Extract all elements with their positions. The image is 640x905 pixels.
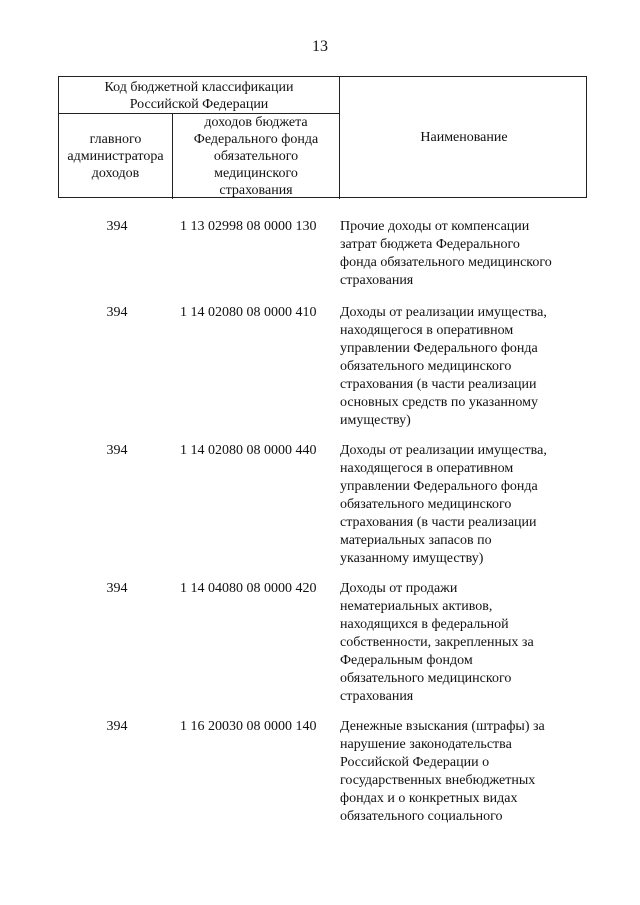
name-line: нематериальных активов, — [340, 599, 493, 614]
name-line: Доходы от реализации имущества, — [340, 305, 547, 320]
header-line: медицинского — [214, 166, 298, 181]
name-line: находящегося в оперативном — [340, 323, 514, 338]
header-line: Российской Федерации — [129, 97, 269, 112]
budget-code: 1 13 02998 08 0000 130 — [180, 219, 317, 234]
budget-code: 1 14 04080 08 0000 420 — [180, 581, 317, 596]
name-line: фондах и о конкретных видах — [340, 791, 518, 806]
name-line: страхования (в части реализации — [340, 515, 537, 530]
name-line: собственности, закрепленных за — [340, 635, 534, 650]
name-line: Доходы от реализации имущества, — [340, 443, 547, 458]
header-line: главного — [89, 132, 142, 147]
header-line: администратора — [67, 149, 164, 164]
name-line: имуществу) — [340, 413, 411, 428]
income-name — [340, 304, 590, 430]
header-line: доходов — [91, 166, 140, 181]
name-line: обязательного медицинского — [340, 359, 512, 374]
admin-code: 394 — [106, 719, 128, 734]
table-header — [58, 76, 587, 198]
name-line: фонда обязательного медицинского — [340, 255, 552, 270]
name-line: Федеральным фондом — [340, 653, 473, 668]
budget-code: 1 14 02080 08 0000 440 — [180, 443, 317, 458]
admin-code: 394 — [106, 219, 128, 234]
income-name — [340, 218, 590, 290]
name-line: Прочие доходы от компенсации — [340, 219, 530, 234]
budget-code: 1 14 02080 08 0000 410 — [180, 305, 317, 320]
name-line: затрат бюджета Федерального — [340, 237, 520, 252]
name-line: материальных запасов по — [340, 533, 492, 548]
name-line: обязательного медицинского — [340, 497, 512, 512]
header-line: Федерального фонда — [193, 132, 319, 147]
name-line: находящегося в оперативном — [340, 461, 514, 476]
name-line: страхования — [340, 689, 414, 704]
name-line: находящихся в федеральной — [340, 617, 509, 632]
name-line: управлении Федерального фонда — [340, 341, 538, 356]
header-chief-administrator — [59, 114, 173, 199]
name-line: страхования — [340, 273, 414, 288]
name-line: страхования (в части реализации — [340, 377, 537, 392]
header-line: Код бюджетной классификации — [104, 80, 294, 95]
admin-code: 394 — [106, 581, 128, 596]
name-line: указанному имуществу) — [340, 551, 484, 566]
header-name: Наименование — [420, 130, 508, 145]
name-line: управлении Федерального фонда — [340, 479, 538, 494]
header-fund-income — [173, 114, 340, 199]
name-line: обязательного социального — [340, 809, 503, 824]
budget-code: 1 16 20030 08 0000 140 — [180, 719, 317, 734]
page-number: 13 — [312, 38, 328, 55]
header-budget-classification — [59, 77, 340, 114]
header-line: страхования — [219, 183, 293, 198]
name-line: обязательного медицинского — [340, 671, 512, 686]
name-line: Доходы от продажи — [340, 581, 458, 596]
admin-code: 394 — [106, 443, 128, 458]
name-line: основных средств по указанному — [340, 395, 538, 410]
name-line: Российской Федерации о — [340, 755, 490, 770]
income-name — [340, 718, 590, 826]
name-line: государственных внебюджетных — [340, 773, 536, 788]
header-line: доходов бюджета — [204, 115, 308, 130]
income-name — [340, 580, 590, 706]
header-line: обязательного — [213, 149, 299, 164]
name-line: нарушение законодательства — [340, 737, 512, 752]
income-name — [340, 442, 590, 568]
admin-code: 394 — [106, 305, 128, 320]
name-line: Денежные взыскания (штрафы) за — [340, 719, 545, 734]
